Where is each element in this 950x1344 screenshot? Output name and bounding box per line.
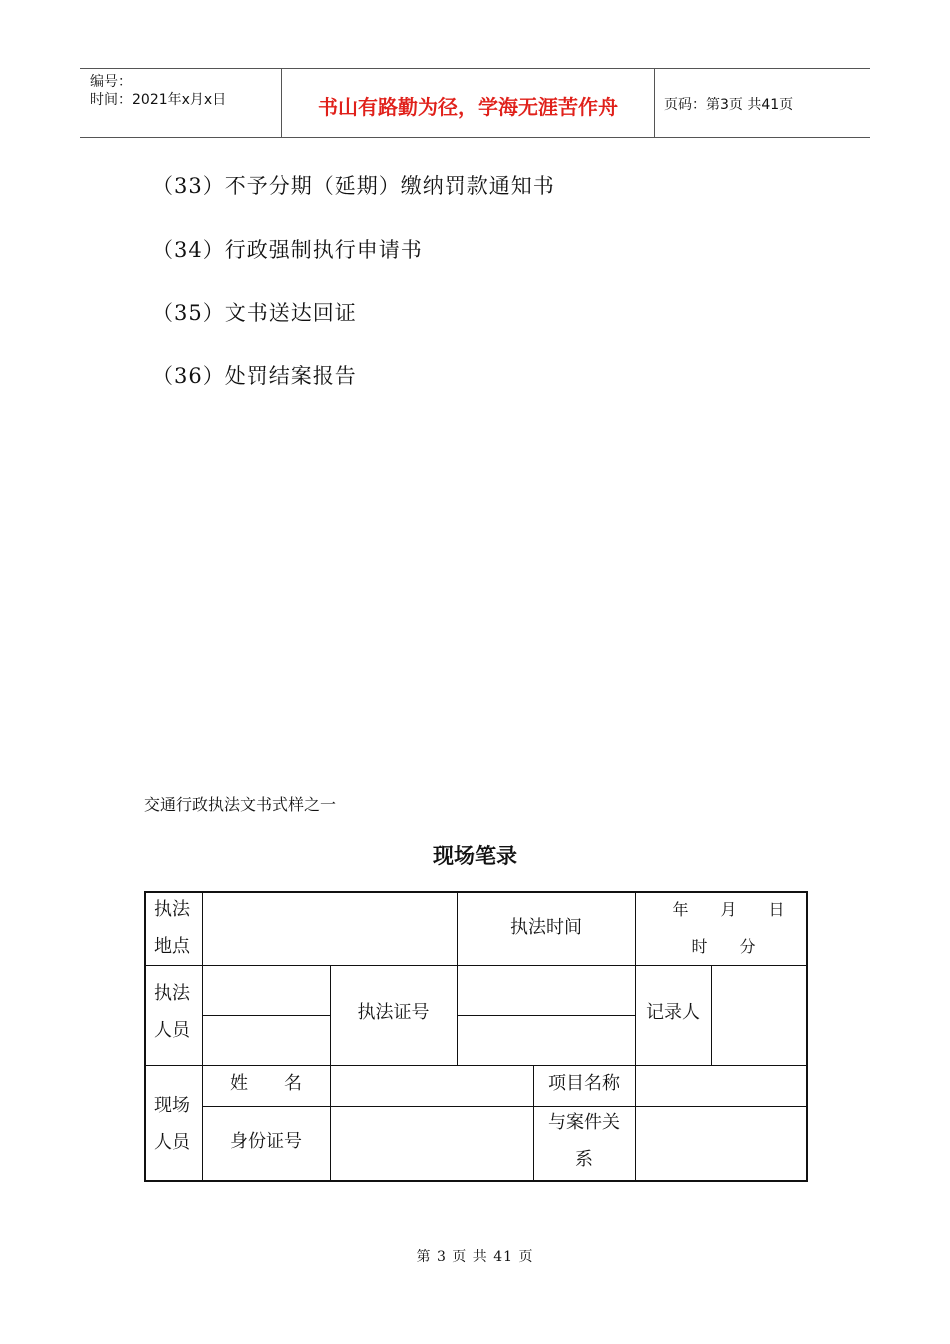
- label-line: 系: [575, 1149, 593, 1170]
- row-divider: [202, 1106, 808, 1107]
- list-item: （33）不予分期（延期）缴纳罚款通知书: [152, 174, 555, 198]
- form-caption: 交通行政执法文书式样之一: [144, 795, 337, 814]
- page-footer: 第 3 页 共 41 页: [416, 1249, 534, 1265]
- date-line: 年 月 日: [672, 900, 785, 919]
- label-line: 地点: [154, 936, 190, 957]
- row-divider: [144, 965, 808, 966]
- table-border: [806, 891, 808, 1182]
- time-line: 时 分: [691, 937, 756, 956]
- list-item: （35）文书送达回证: [152, 301, 357, 325]
- form-title: 现场笔录: [433, 844, 517, 868]
- label-line: 执法: [154, 899, 190, 920]
- label-name: 姓 名: [230, 1073, 302, 1094]
- document-header: [80, 68, 870, 138]
- label-line: 人员: [154, 1020, 190, 1041]
- label-enforcement-time: 执法时间: [510, 917, 582, 938]
- header-meta: [80, 69, 282, 137]
- label-onsite-persons: [154, 1087, 190, 1161]
- label-officers: [154, 975, 190, 1049]
- list-item: （34）行政强制执行申请书: [152, 238, 423, 262]
- row-divider: [457, 1015, 635, 1016]
- label-location: [154, 891, 190, 965]
- table-border: [144, 1180, 808, 1182]
- label-case-relation: [533, 1104, 635, 1178]
- date-fields: [635, 891, 806, 965]
- row-divider: [202, 1015, 330, 1016]
- header-divider: [654, 69, 655, 137]
- label-certificate-number: 执法证号: [357, 1002, 430, 1023]
- label-line: 执法: [154, 983, 190, 1004]
- header-page-info: 页码：第3页 共41页: [664, 97, 794, 113]
- record-form-table: [144, 891, 808, 1182]
- list-item: （36）处罚结案报告: [152, 364, 357, 388]
- time-label: 时间：2021年x月x日: [90, 92, 227, 108]
- column-divider: [711, 965, 712, 1066]
- table-border: [144, 891, 146, 1182]
- header-motto: 书山有路勤为径，学海无涯苦作舟: [318, 94, 618, 119]
- number-label: 编号：: [90, 74, 132, 90]
- label-item-name: 项目名称: [548, 1073, 620, 1094]
- label-line: 与案件关: [548, 1112, 620, 1133]
- label-id-number: 身份证号: [230, 1131, 302, 1152]
- label-line: 现场: [154, 1095, 190, 1116]
- label-recorder: 记录人: [646, 1002, 700, 1023]
- label-line: 人员: [154, 1132, 190, 1153]
